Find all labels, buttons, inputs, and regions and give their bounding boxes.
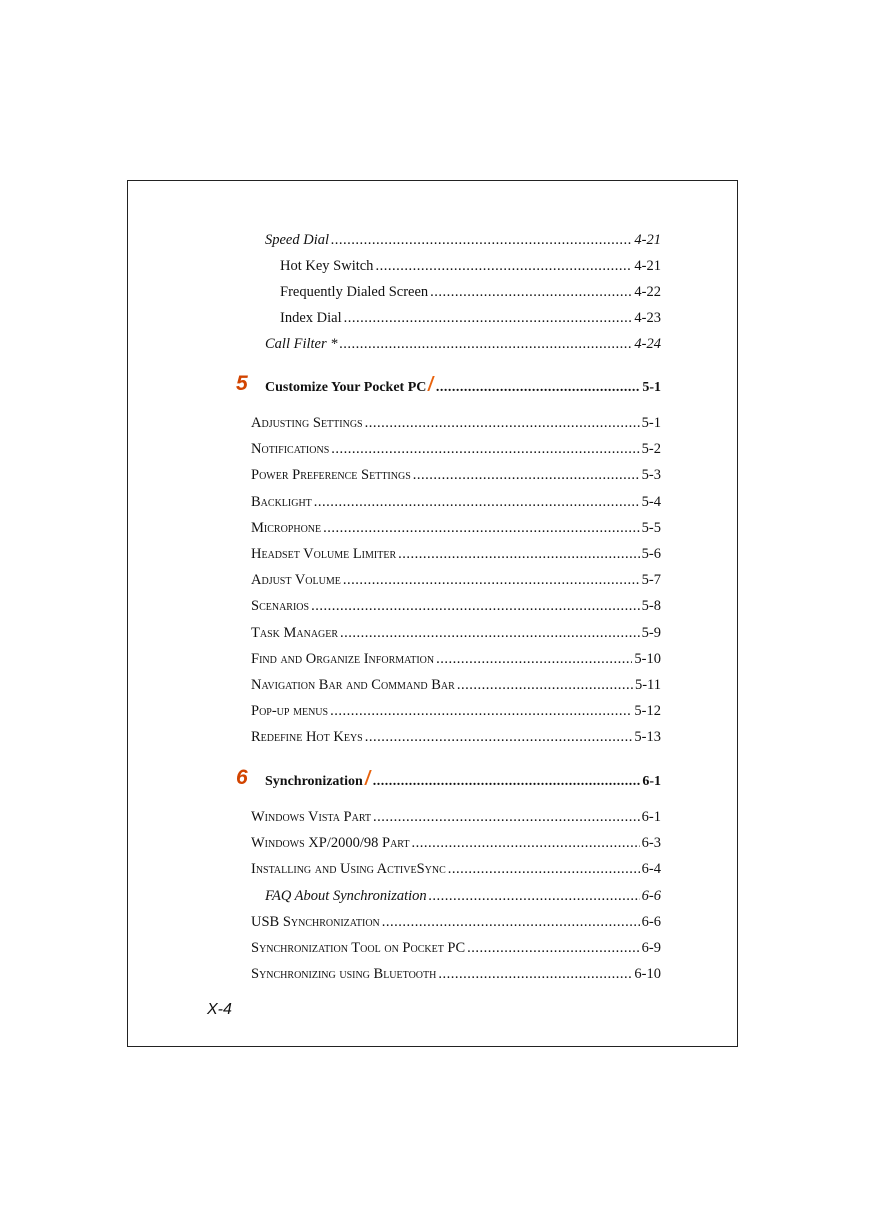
toc-entry[interactable]: Find and Organize Information ..... 5-10 xyxy=(251,651,661,668)
toc-entry-call-filter[interactable]: Call Filter * ..... 4-24 xyxy=(265,336,661,353)
chapter-5-number: 5 xyxy=(236,372,248,395)
chapter-slash-icon xyxy=(428,376,435,391)
toc-entry[interactable]: Adjusting Settings ..... 5-1 xyxy=(251,415,661,432)
toc-entry[interactable]: Microphone ..... 5-5 xyxy=(251,520,661,537)
toc-entry[interactable]: Navigation Bar and Command Bar ..... 5-11 xyxy=(251,677,661,694)
chapter-slash-icon xyxy=(364,770,371,785)
toc-entry-hot-key-switch[interactable]: Hot Key Switch ..... 4-21 xyxy=(280,258,661,275)
toc-entry-speed-dial[interactable]: Speed Dial ..... 4-21 xyxy=(265,232,661,249)
toc-entry[interactable]: Backlight ..... 5-4 xyxy=(251,494,661,511)
toc-entry[interactable]: Task Manager ..... 5-9 xyxy=(251,625,661,642)
toc-entry[interactable]: Headset Volume Limiter ..... 5-6 xyxy=(251,546,661,563)
toc-entry[interactable]: Adjust Volume ..... 5-7 xyxy=(251,572,661,589)
toc-entry[interactable]: FAQ About Synchronization ..... 6-6 xyxy=(265,888,661,905)
toc-entry[interactable]: Synchronization Tool on Pocket PC ..... 6-9 xyxy=(251,940,661,957)
toc-entry[interactable]: Power Preference Settings ..... 5-3 xyxy=(251,467,661,484)
toc-entry[interactable]: USB Synchronization ..... 6-6 xyxy=(251,914,661,931)
page-number: X-4 xyxy=(207,1001,232,1018)
toc-chapter-5[interactable]: Customize Your Pocket PC ..... 5-1 xyxy=(265,376,661,396)
toc-entry[interactable]: Windows XP/2000/98 Part ..... 6-3 xyxy=(251,835,661,852)
toc-entry[interactable]: Synchronizing using Bluetooth ..... 6-10 xyxy=(251,966,661,983)
toc-entry[interactable]: Pop-up menus ..... 5-12 xyxy=(251,703,661,720)
toc-entry[interactable]: Installing and Using ActiveSync ..... 6-4 xyxy=(251,861,661,878)
toc-entry[interactable]: Windows Vista Part ..... 6-1 xyxy=(251,809,661,826)
toc-entry[interactable]: Notifications ..... 5-2 xyxy=(251,441,661,458)
chapter-6-number: 6 xyxy=(236,766,248,789)
toc-entry-index-dial[interactable]: Index Dial ..... 4-23 xyxy=(280,310,661,327)
toc-entry-frequently-dialed[interactable]: Frequently Dialed Screen ..... 4-22 xyxy=(280,284,661,301)
toc-entry[interactable]: Scenarios ..... 5-8 xyxy=(251,598,661,615)
toc-chapter-6[interactable]: Synchronization ..... 6-1 xyxy=(265,770,661,790)
toc-entry[interactable]: Redefine Hot Keys ..... 5-13 xyxy=(251,729,661,746)
